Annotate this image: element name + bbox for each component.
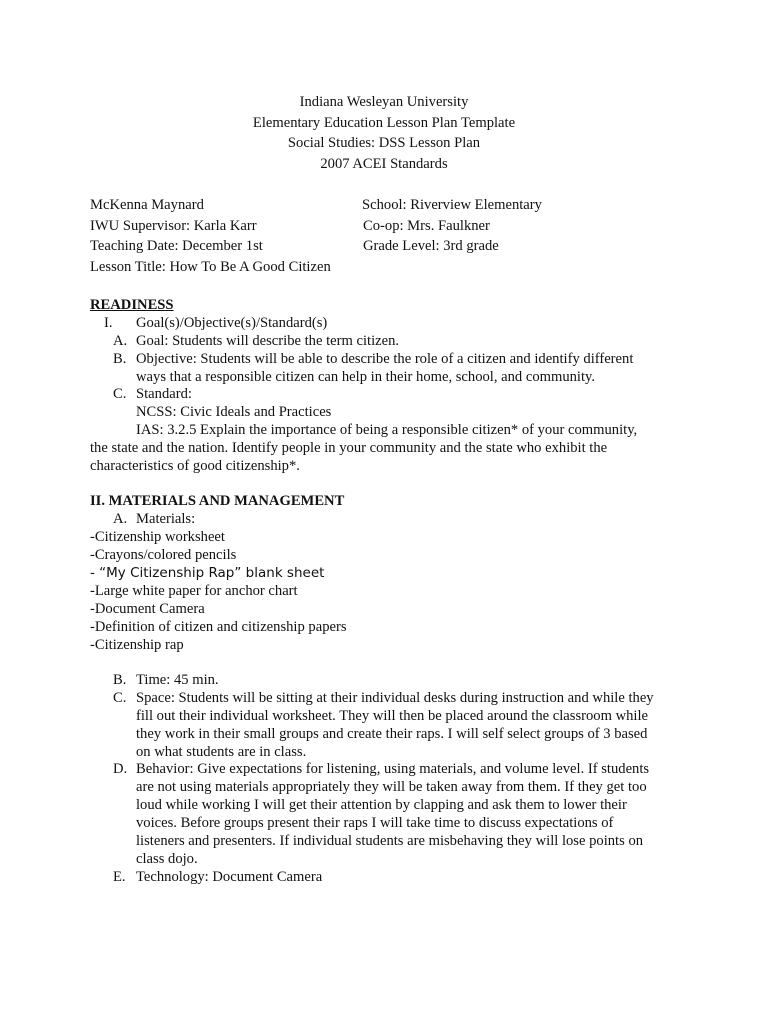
ias-line-3: characteristics of good citizenship*.: [90, 458, 300, 474]
materials-heading: II. MATERIALS AND MANAGEMENT: [90, 493, 345, 509]
behavior-line: loud while working I will get their attention by clapping and ask them to lower their: [136, 797, 627, 813]
standard-label: Standard:: [136, 386, 192, 402]
goal-text: Goal: Students will describe the term citizen.: [136, 333, 400, 349]
ias-line-2: the state and the nation. Identify people in your community and the state who exhibit the: [90, 440, 608, 456]
materials-b-letter: B.: [113, 672, 127, 688]
supervisor-line: IWU Supervisor: Karla Karr: [90, 218, 257, 234]
material-item: -Citizenship rap: [90, 637, 184, 653]
materials-d-letter: D.: [113, 761, 128, 777]
behavior-line: listeners and presenters. If individual students are misbehaving they will lose points on: [136, 833, 644, 849]
university-title: Indiana Wesleyan University: [299, 94, 469, 110]
material-item: -Crayons/colored pencils: [90, 547, 237, 563]
material-item: -Document Camera: [90, 601, 205, 617]
material-item: -Citizenship worksheet: [90, 529, 225, 545]
standards-title: 2007 ACEI Standards: [320, 156, 448, 172]
plan-type-title: Social Studies: DSS Lesson Plan: [287, 135, 481, 151]
material-item: - “My Citizenship Rap” blank sheet: [90, 565, 325, 581]
material-item: -Definition of citizen and citizenship papers: [90, 619, 347, 635]
objective-line-2: ways that a responsible citizen can help in their home, school, and community.: [136, 369, 596, 385]
behavior-line: class dojo.: [136, 851, 198, 867]
template-title: Elementary Education Lesson Plan Template: [252, 115, 516, 131]
item-b-letter: B.: [113, 351, 127, 367]
school-line: School: Riverview Elementary: [362, 197, 542, 213]
ias-line-1: IAS: 3.2.5 Explain the importance of being a responsible citizen* of your community,: [136, 422, 638, 438]
lesson-title-line: Lesson Title: How To Be A Good Citizen: [90, 259, 331, 275]
item-a-letter: A.: [113, 333, 128, 349]
materials-a-letter: A.: [113, 511, 128, 527]
space-line: fill out their individual worksheet. They will then be placed around the classroom while: [136, 708, 649, 724]
objective-line-1: Objective: Students will be able to describe the role of a citizen and identify different: [136, 351, 634, 367]
grade-line: Grade Level: 3rd grade: [363, 238, 499, 254]
space-line: they work in their small groups and create their raps. I will self select groups of 3 based: [136, 726, 648, 742]
item-1-number: I.: [104, 315, 113, 331]
item-c-letter: C.: [113, 386, 127, 402]
space-line: on what students are in class.: [136, 744, 307, 760]
ncss-standard: NCSS: Civic Ideals and Practices: [136, 404, 332, 420]
item-1-text: Goal(s)/Objective(s)/Standard(s): [136, 315, 328, 331]
materials-c-letter: C.: [113, 690, 127, 706]
behavior-line: are not using materials appropriately they will be taken away from them. If they get too: [136, 779, 647, 795]
materials-e-letter: E.: [113, 869, 126, 885]
behavior-line: Behavior: Give expectations for listening, using materials, and volume level. If students: [136, 761, 650, 777]
behavior-line: voices. Before groups present their raps I will take time to discuss expectations of: [136, 815, 614, 831]
material-item: -Large white paper for anchor chart: [90, 583, 298, 599]
materials-label: Materials:: [136, 511, 196, 527]
coop-line: Co-op: Mrs. Faulkner: [363, 218, 490, 234]
teacher-name: McKenna Maynard: [90, 197, 204, 213]
space-line: Space: Students will be sitting at their individual desks during instruction and while they: [136, 690, 654, 706]
technology-text: Technology: Document Camera: [136, 869, 323, 885]
time-text: Time: 45 min.: [136, 672, 219, 688]
readiness-heading: READINESS: [90, 297, 174, 313]
teaching-date-line: Teaching Date: December 1st: [90, 238, 263, 254]
